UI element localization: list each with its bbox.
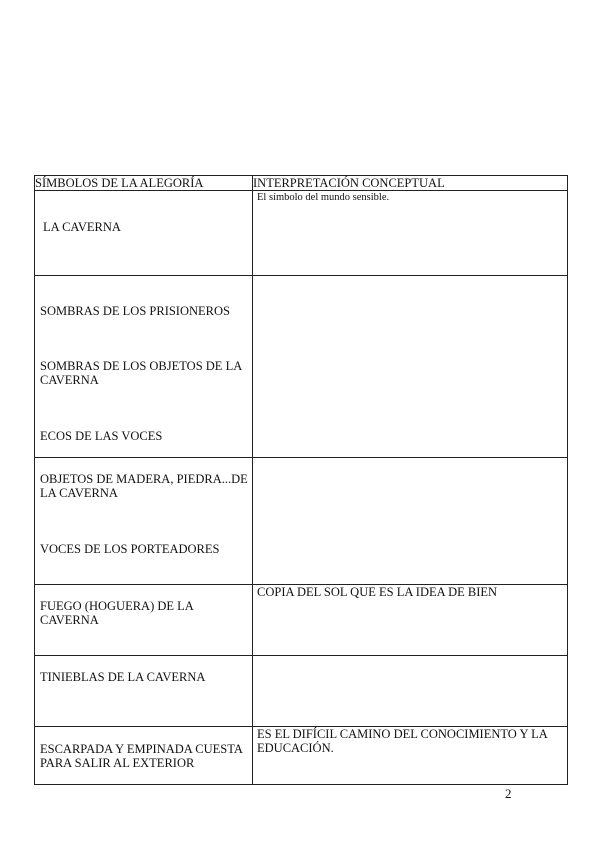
symbol-label: SOMBRAS DE LOS OBJETOS DE LA CAVERNA	[40, 359, 242, 387]
interpretation-cell	[253, 585, 568, 656]
interpretation-cell	[253, 458, 568, 585]
table-header-row	[35, 176, 568, 191]
symbol-label: FUEGO (HOGUERA) DE LA CAVERNA	[40, 599, 194, 627]
table-row	[35, 191, 568, 276]
symbol-label: ESCARPADA Y EMPINADA CUESTA PARA SALIR AL EXTERIOR	[40, 742, 243, 770]
interpretation-text: COPIA DEL SOL QUE ES LA IDEA DE BIEN	[257, 585, 498, 599]
interpretation-cell	[253, 191, 568, 276]
header-symbols: SÍMBOLOS DE LA ALEGORÍA	[35, 176, 253, 191]
interpretation-cell	[253, 727, 568, 785]
header-interpretation: INTERPRETACIÓN CONCEPTUAL	[253, 176, 568, 191]
page-number: 2	[505, 786, 512, 801]
symbol-label: SOMBRAS DE LOS PRISIONEROS	[40, 304, 230, 318]
symbols-cell	[35, 458, 253, 585]
interpretation-cell	[253, 276, 568, 458]
interpretation-text: ES EL DIFÍCIL CAMINO DEL CONOCIMIENTO Y LA EDUCACIÓN.	[257, 727, 548, 755]
symbol-label: OBJETOS DE MADERA, PIEDRA...DE LA CAVERNA	[40, 472, 248, 500]
symbols-cell	[35, 656, 253, 727]
table-row	[35, 585, 568, 656]
table-row	[35, 656, 568, 727]
allegory-table	[34, 175, 568, 785]
symbols-cell	[35, 585, 253, 656]
interpretation-text: El símbolo del mundo sensible.	[257, 192, 390, 203]
symbols-cell	[35, 191, 253, 276]
symbol-label: TINIEBLAS DE LA CAVERNA	[40, 670, 206, 684]
symbols-cell	[35, 276, 253, 458]
table-row	[35, 276, 568, 458]
symbol-label: LA CAVERNA	[43, 220, 121, 234]
symbol-label: VOCES DE LOS PORTEADORES	[40, 542, 220, 556]
table-row	[35, 458, 568, 585]
table-row	[35, 727, 568, 785]
symbol-label: ECOS DE LAS VOCES	[40, 429, 163, 443]
interpretation-cell	[253, 656, 568, 727]
symbols-cell	[35, 727, 253, 785]
